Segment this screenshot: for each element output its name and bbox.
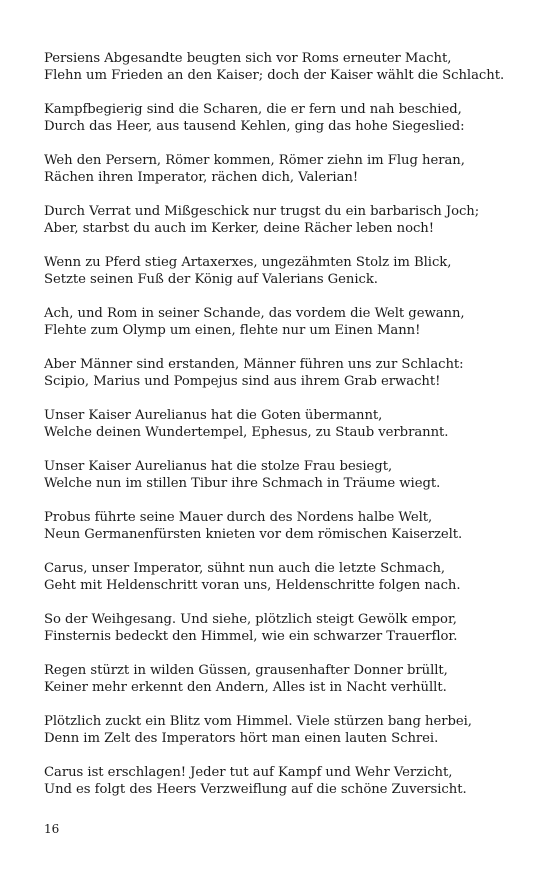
stanza-15 xyxy=(44,764,514,798)
poem-body xyxy=(44,50,514,815)
verse-line: Ach, und Rom in seiner Schande, das vordem die Welt gewann, xyxy=(44,306,465,321)
verse-line: Persiens Abgesandte beugten sich vor Roms erneuter Macht, xyxy=(44,51,452,66)
verse-line: Setzte seinen Fuß der König auf Valerians Genick. xyxy=(44,272,378,287)
verse-line: Carus ist erschlagen! Jeder tut auf Kampf und Wehr Verzicht, xyxy=(44,765,453,780)
verse-line: Welche deinen Wundertempel, Ephesus, zu Staub verbrannt. xyxy=(44,425,449,440)
verse-line: Flehte zum Olymp um einen, flehte nur um Einen Mann! xyxy=(44,323,421,338)
page-number: 16 xyxy=(44,822,60,836)
verse-line: Durch Verrat und Mißgeschick nur trugst du ein barbarisch Joch; xyxy=(44,204,480,219)
verse-line: Carus, unser Imperator, sühnt nun auch die letzte Schmach, xyxy=(44,561,446,576)
stanza-10 xyxy=(44,509,514,543)
verse-line: Kampfbegierig sind die Scharen, die er fern und nah beschied, xyxy=(44,102,462,117)
verse-line: Durch das Heer, aus tausend Kehlen, ging das hohe Siegeslied: xyxy=(44,119,465,134)
verse-line: Finsternis bedeckt den Himmel, wie ein schwarzer Trauerflor. xyxy=(44,629,458,644)
verse-line: Unser Kaiser Aurelianus hat die stolze Frau besiegt, xyxy=(44,459,393,474)
verse-line: Aber Männer sind erstanden, Männer führen uns zur Schlacht: xyxy=(44,357,464,372)
verse-line: Neun Germanenfürsten knieten vor dem römischen Kaiserzelt. xyxy=(44,527,463,542)
verse-line: Und es folgt des Heers Verzweiflung auf die schöne Zuversicht. xyxy=(44,782,467,797)
stanza-13 xyxy=(44,662,514,696)
stanza-1 xyxy=(44,50,514,84)
verse-line: So der Weihgesang. Und siehe, plötzlich steigt Gewölk empor, xyxy=(44,612,457,627)
verse-line: Aber, starbst du auch im Kerker, deine Rächer leben noch! xyxy=(44,221,434,236)
verse-line: Welche nun im stillen Tibur ihre Schmach in Träume wiegt. xyxy=(44,476,441,491)
stanza-12 xyxy=(44,611,514,645)
verse-line: Probus führte seine Mauer durch des Nordens halbe Welt, xyxy=(44,510,433,525)
stanza-9 xyxy=(44,458,514,492)
verse-line: Keiner mehr erkennt den Andern, Alles ist in Nacht verhüllt. xyxy=(44,680,447,695)
verse-line: Denn im Zelt des Imperators hört man einen lauten Schrei. xyxy=(44,731,439,746)
stanza-2 xyxy=(44,101,514,135)
stanza-6 xyxy=(44,305,514,339)
verse-line: Rächen ihren Imperator, rächen dich, Valerian! xyxy=(44,170,359,185)
stanza-14 xyxy=(44,713,514,747)
verse-line: Wenn zu Pferd stieg Artaxerxes, ungezähmten Stolz im Blick, xyxy=(44,255,452,270)
stanza-5 xyxy=(44,254,514,288)
verse-line: Unser Kaiser Aurelianus hat die Goten übermannt, xyxy=(44,408,383,423)
verse-line: Flehn um Frieden an den Kaiser; doch der Kaiser wählt die Schlacht. xyxy=(44,68,505,83)
stanza-3 xyxy=(44,152,514,186)
stanza-7 xyxy=(44,356,514,390)
verse-line: Geht mit Heldenschritt voran uns, Heldenschritte folgen nach. xyxy=(44,578,461,593)
stanza-4 xyxy=(44,203,514,237)
verse-line: Scipio, Marius und Pompejus sind aus ihrem Grab erwacht! xyxy=(44,374,441,389)
verse-line: Weh den Persern, Römer kommen, Römer ziehn im Flug heran, xyxy=(44,153,465,168)
verse-line: Plötzlich zuckt ein Blitz vom Himmel. Viele stürzen bang herbei, xyxy=(44,714,472,729)
stanza-8 xyxy=(44,407,514,441)
verse-line: Regen stürzt in wilden Güssen, grausenhafter Donner brüllt, xyxy=(44,663,448,678)
stanza-11 xyxy=(44,560,514,594)
